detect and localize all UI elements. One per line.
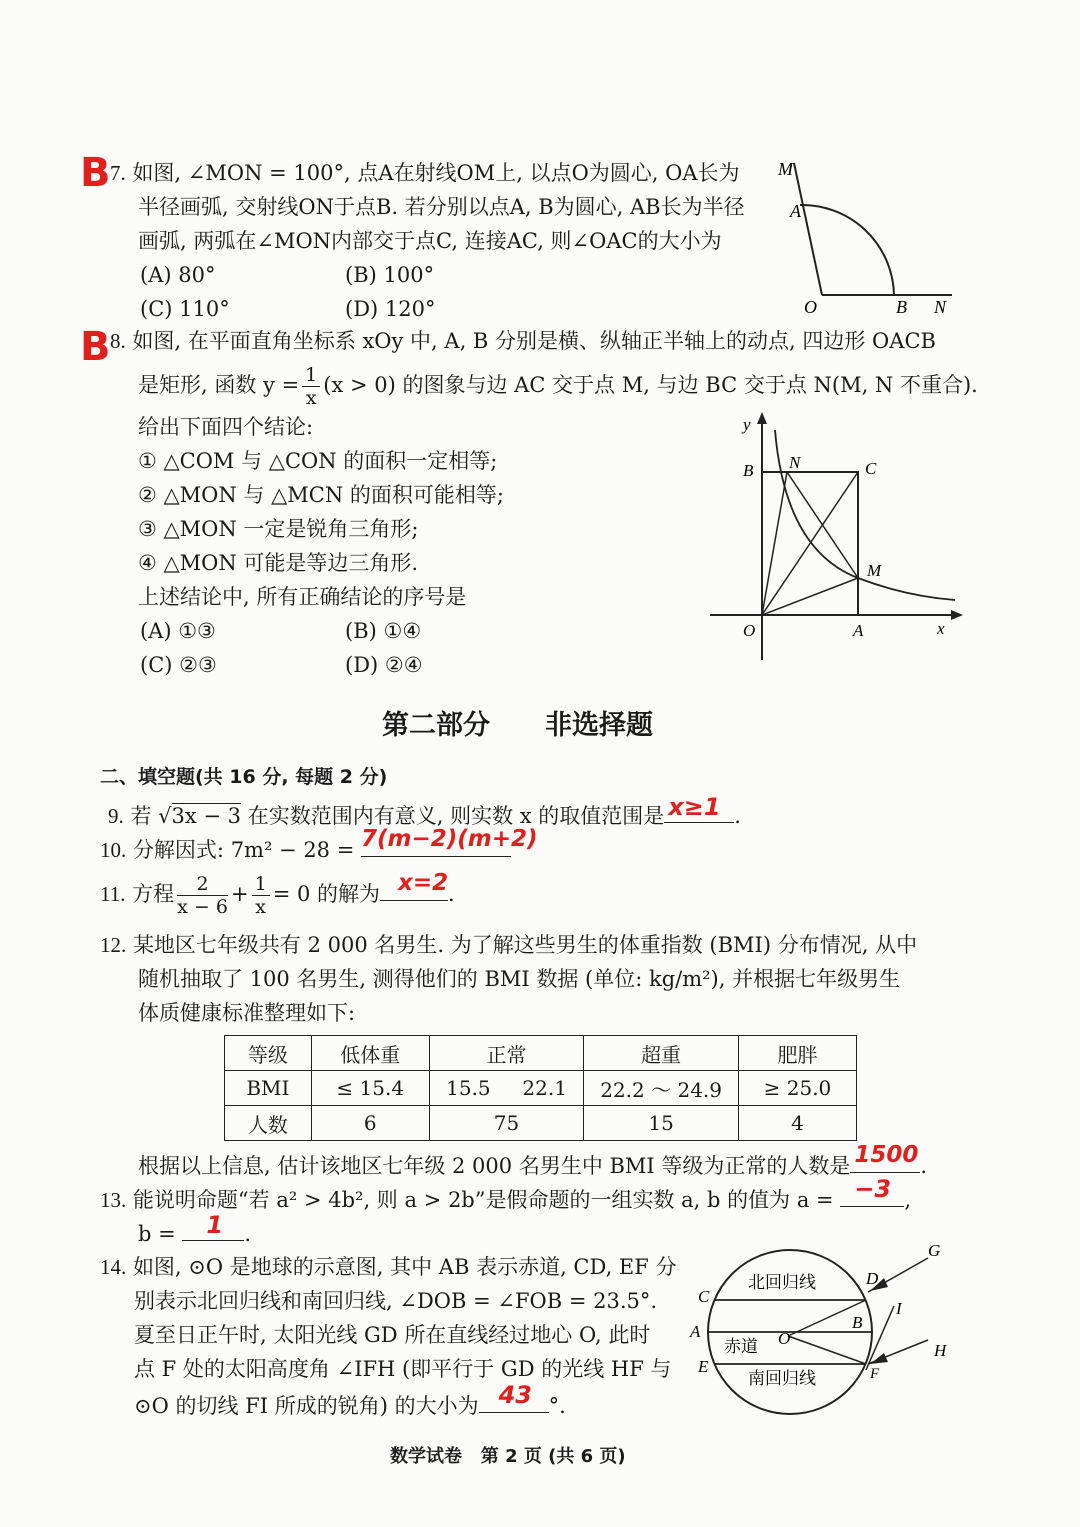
label-c: C [698,1287,710,1306]
q14-answer: 43 [498,1381,532,1409]
q14-answer-blank [479,1381,549,1413]
q8-statement-3: ③ △MON 一定是锐角三角形; [138,517,419,541]
q8-line-3: 给出下面四个结论: [138,415,314,439]
label-a: A [690,1322,701,1341]
label-n: N [789,453,801,472]
q14-line-3: 夏至日正午时, 太阳光线 GD 所在直线经过地心 O, 此时 [134,1323,651,1347]
q9-number: 9. [108,804,124,828]
header-cell: 肥胖 [738,1036,856,1071]
hyperbola [775,430,955,600]
q7-line-2: 半径画弧, 交射线ON于点B. 若分别以点A, B为圆心, AB长为半径 [138,195,745,219]
q14-end: °. [548,1394,566,1418]
q11-number: 11. [100,882,126,906]
q13-answer-b: 1 [206,1211,224,1239]
q8-statement-1: ① △COM 与 △CON 的面积一定相等; [138,449,498,473]
label-c: C [865,459,877,478]
q9-end: . [734,804,741,828]
row-label: BMI [225,1071,312,1106]
q8-prompt: 上述结论中, 所有正确结论的序号是 [138,585,467,609]
table-cell: 75 [429,1106,584,1141]
q10-answer-blank [361,826,538,857]
q13-text-1: 能说明命题“若 a² > 4b², 则 a > 2b”是假命题的一组实数 a, b 的值为 a = [132,1188,834,1212]
table-cell: 6 [311,1106,429,1141]
q7-option-b: (B) 100° [345,263,435,287]
label-equator: 赤道 [724,1337,758,1357]
table-row [225,1106,857,1141]
q12-answer: 1500 [854,1142,919,1168]
arc-ab [800,205,894,295]
q11-post: = 0 的解为 [272,882,380,906]
header-cell: 超重 [584,1036,739,1071]
q8-number: 8. [110,329,126,353]
q8-fraction [302,364,320,409]
q11-answer-blank [380,870,449,901]
q13-comma: , [904,1188,911,1212]
label-b: B [896,297,907,317]
q7-answer-mark: B [80,150,111,196]
label-m: M [867,561,882,580]
q7-option-d: (D) 120° [345,297,436,321]
table-row [225,1036,857,1071]
table-cell: 15.5 22.1 [429,1071,584,1106]
q11-end: . [448,882,455,906]
table-cell: ≤ 15.4 [311,1071,429,1106]
part-two-subtitle: 非选择题 [545,710,653,741]
label-x: x [937,619,945,638]
q10-number: 10. [100,838,127,862]
q8-answer-mark: B [80,324,111,370]
q7-figure [770,155,960,325]
line-of [788,1336,866,1364]
page-footer: 数学试卷 第 2 页 (共 6 页) [390,1446,626,1467]
ray-om [794,163,822,295]
q8-frac-den: x [305,387,317,409]
label-e: E [698,1357,709,1376]
label-a: A [790,201,801,221]
row-label: 人数 [225,1106,312,1141]
q14-line-2: 别表示北回归线和南回归线, ∠DOB = ∠FOB = 23.5°. [134,1289,658,1313]
label-o: O [804,297,817,317]
label-n: N [934,297,947,317]
q8-line-2-pre: 是矩形, 函数 y = [138,373,300,397]
q8-frac-num: 1 [302,364,320,387]
q7-option-a: (A) 80° [140,263,216,287]
label-north-tropic: 北回归线 [748,1273,816,1293]
q14-line-1 [100,1252,677,1282]
table-row [225,1071,857,1106]
q8-figure [705,410,965,665]
q11-fraction-2 [252,873,270,918]
q7-option-c: (C) 110° [140,297,230,321]
q11-answer: x=2 [398,870,449,896]
q12-line-2: 随机抽取了 100 名男生, 测得他们的 BMI 数据 (单位: kg/m²), 并根据七年级男生 [138,967,901,991]
q9-answer-blank [664,793,734,823]
q14-line-4: 点 F 处的太阳高度角 ∠IFH (即平行于 GD 的光线 HF 与 [134,1357,672,1381]
q10-line [100,826,538,865]
q8-statement-2: ② △MON 与 △MCN 的面积可能相等; [138,483,504,507]
part-two-title: 第二部分 [382,710,490,741]
q13-answer-b-blank [182,1211,244,1241]
q12-answer-blank [850,1142,920,1173]
table-cell: 22.2 ～ 24.9 [584,1071,739,1106]
q12-end: . [920,1154,928,1178]
section-two-heading: 二、填空题(共 16 分, 每题 2 分) [100,766,388,788]
q7-text-1: 如图, ∠MON = 100°, 点A在射线OM上, 以点O为圆心, OA长为 [132,161,740,185]
q9-answer: x≥1 [668,793,721,821]
q11-fraction-1 [177,873,228,918]
q8-option-c: (C) ②③ [140,653,217,677]
q13-line-2 [138,1211,252,1249]
q13-end: . [244,1222,252,1246]
q14-line-5 [134,1381,566,1421]
x-axis-arrow [951,610,963,620]
q11-line [100,868,455,920]
y-axis-arrow [757,412,767,424]
label-o: O [778,1329,791,1348]
q14-text-1: 如图, ⊙O 是地球的示意图, 其中 AB 表示赤道, CD, EF 分 [132,1255,677,1279]
table-cell: 15 [584,1106,739,1141]
q11-f2-num: 1 [252,873,270,896]
label-h: H [934,1341,947,1360]
q11-pre: 方程 [132,882,175,906]
label-f: F [870,1366,880,1382]
q9-post: 在实数范围内有意义, 则实数 x 的取值范围是 [247,804,665,828]
label-a: A [853,621,864,640]
q8-text-1: 如图, 在平面直角坐标系 xOy 中, A, B 分别是横、纵轴正半轴上的动点, 四边形 OACB [132,329,936,353]
table-cell: 4 [738,1106,856,1141]
q14-figure [688,1240,973,1420]
q14-number: 14. [100,1255,127,1279]
q8-line-1 [110,326,936,356]
q14-text-5: ⊙O 的切线 FI 所成的锐角) 的大小为 [134,1394,479,1418]
label-o: O [743,621,756,640]
q8-line-2-post: (x > 0) 的图象与边 AC 交于点 M, 与边 BC 交于点 N(M, N 不重合). [323,373,978,397]
line-om [762,578,858,615]
q12-text-1: 某地区七年级共有 2 000 名男生. 为了解这些男生的体重指数 (BMI) 分布情况, 从中 [132,933,918,957]
label-y: y [743,415,751,434]
q12-line-1 [100,930,917,960]
q13-answer-a-blank [840,1175,904,1207]
q13-b-label: b = [138,1222,176,1246]
q12-after: 根据以上信息, 估计该地区七年级 2 000 名男生中 BMI 等级为正常的人数是 [138,1154,851,1178]
label-m: M [778,159,793,179]
q7-line-3: 画弧, 两弧在∠MON内部交于点C, 连接AC, 则∠OAC的大小为 [138,229,722,253]
q12-number: 12. [100,933,127,957]
header-cell: 正常 [429,1036,584,1071]
label-g: G [928,1241,941,1260]
q11-f2-den: x [255,896,266,918]
q12-conclusion [138,1142,928,1181]
label-b: B [743,461,754,480]
label-i: I [896,1299,902,1318]
q13-number: 13. [100,1188,127,1212]
q11-plus: + [230,882,249,906]
q8-option-b: (B) ①④ [345,619,422,643]
q9-pre: 若 [130,804,152,828]
line-oc [762,472,858,615]
q12-line-3: 体质健康标准整理如下: [138,1001,356,1025]
q10-text: 分解因式: 7m² − 28 = [132,838,355,862]
label-south-tropic: 南回归线 [748,1369,816,1389]
q7-line-1 [110,158,740,188]
table-cell: ≥ 25.0 [738,1071,856,1106]
line-on [762,472,787,615]
header-cell: 低体重 [311,1036,429,1071]
bmi-table [224,1035,857,1141]
q11-f1-num: 2 [177,873,228,896]
q9-radical: √3x − 3 [158,804,242,828]
q9-radicand: 3x − 3 [171,804,242,828]
q8-option-a: (A) ①③ [140,619,216,643]
q10-answer: 7(m−2)(m+2) [361,826,538,852]
q8-line-2 [138,360,978,410]
q11-f1-den: x − 6 [177,896,228,918]
q8-option-d: (D) ②④ [345,653,423,677]
q8-statement-4: ④ △MON 可能是等边三角形. [138,551,419,575]
q7-number: 7. [110,161,126,185]
label-d: D [866,1269,879,1288]
q13-answer-a: −3 [854,1175,892,1203]
header-cell: 等级 [225,1036,312,1071]
label-b: B [852,1313,863,1332]
